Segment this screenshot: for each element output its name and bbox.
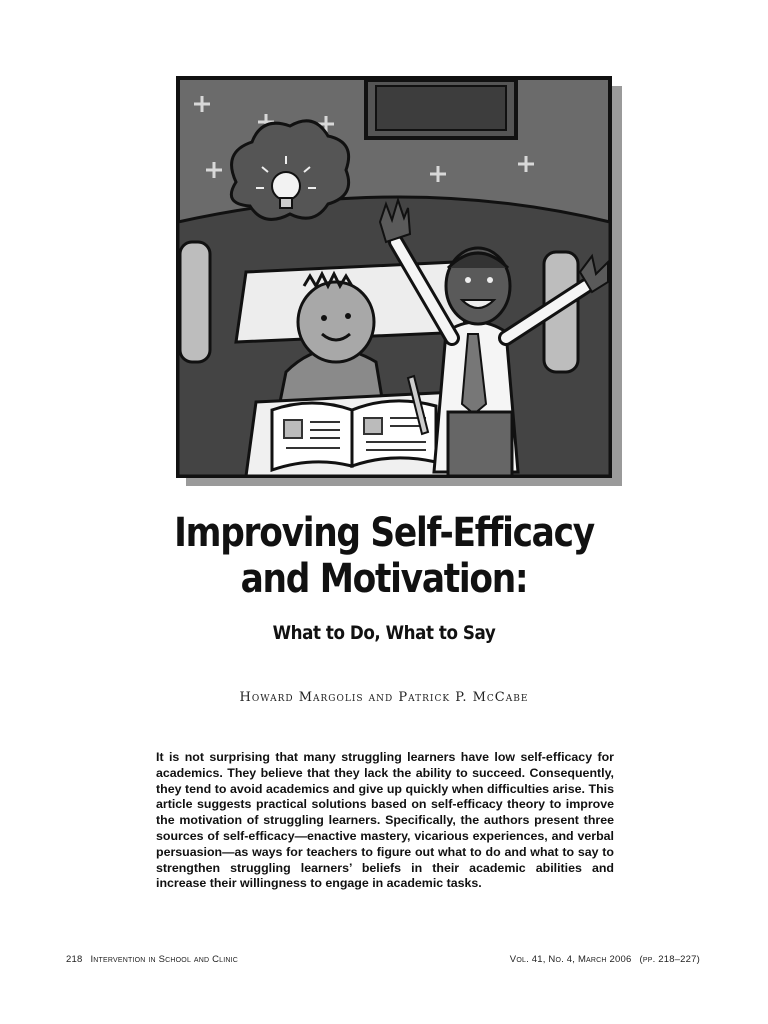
classroom-cartoon-icon bbox=[176, 72, 632, 490]
footer-right bbox=[510, 954, 700, 965]
article-abstract: It is not surprising that many struggling learners have low self-efficacy for academics. They believe that they lack the ability to succeed. Consequently, they tend to avoid academics and give up quickly when difficulties arise. This article suggests practical solutions based on self-efficacy theory to improve the motivation of struggling learners. Specifically, the authors present three sources of self-efficacy—enactive mastery, vicarious experiences, and verbal persuasion—as ways for teachers to figure out what to do and what to say to strengthen struggling learners’ beliefs in their academic abilities and increase their willingness to engage in academic tasks. bbox=[156, 750, 614, 891]
journal-name: Intervention in School and Clinic bbox=[90, 954, 239, 965]
lightbulb-icon bbox=[272, 172, 300, 200]
article-title bbox=[54, 510, 714, 602]
page-range: (pp. 218–227) bbox=[639, 954, 700, 965]
student-face-icon bbox=[298, 282, 374, 362]
title-line-1: Improving Self-Efficacy bbox=[174, 510, 594, 556]
volume-issue: Vol. 41, No. 4, March 2006 bbox=[509, 954, 632, 965]
page-number: 218 bbox=[66, 954, 83, 965]
article-subtitle: What to Do, What to Say bbox=[272, 622, 496, 644]
footer-left bbox=[66, 954, 238, 965]
title-line-2: and Motivation: bbox=[240, 556, 528, 602]
article-authors: Howard Margolis and Patrick P. McCabe bbox=[239, 690, 529, 705]
cover-illustration bbox=[176, 72, 632, 490]
